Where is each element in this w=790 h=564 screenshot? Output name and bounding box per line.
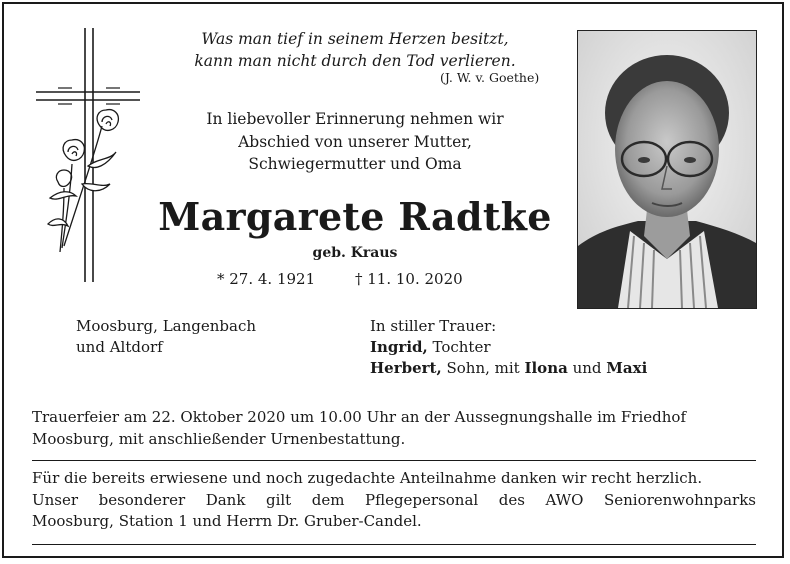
thanks-line-2: Unser besonderer Dank gilt dem Pflegepersonal des AWO Seniorenwohnparks bbox=[32, 490, 756, 509]
ilona-name: Ilona bbox=[524, 359, 568, 377]
funeral-paragraph bbox=[32, 407, 756, 450]
bottom-divider bbox=[32, 544, 756, 545]
birth-name: geb. Kraus bbox=[312, 245, 398, 261]
location-line-2: und Altdorf bbox=[76, 338, 163, 356]
intro-text bbox=[160, 108, 550, 176]
intro-line-3: Schwiegermutter und Oma bbox=[248, 155, 462, 173]
mourners-block bbox=[370, 316, 647, 379]
thanks-line-3: Moosburg, Station 1 und Herrn Dr. Gruber-Candel. bbox=[32, 512, 422, 530]
herbert-role: Sohn, mit bbox=[441, 359, 525, 377]
quote-line-2: kann man nicht durch den Tod verlieren. bbox=[194, 52, 516, 70]
maxi-name: Maxi bbox=[606, 359, 648, 377]
mourners-heading: In stiller Trauer: bbox=[370, 317, 497, 335]
herbert-name: Herbert, bbox=[370, 359, 442, 377]
divider bbox=[32, 460, 756, 461]
birth-date: * 27. 4. 1921 bbox=[217, 270, 316, 288]
intro-line-2: Abschied von unserer Mutter, bbox=[238, 132, 472, 151]
cross-icon bbox=[36, 26, 146, 286]
funeral-line-2: Moosburg, mit anschließender Urnenbestattung. bbox=[32, 429, 406, 448]
deceased-name: Margarete Radtke bbox=[158, 194, 552, 239]
portrait-photo bbox=[577, 30, 757, 309]
death-date: † 11. 10. 2020 bbox=[355, 270, 463, 288]
and-word: und bbox=[567, 359, 607, 377]
ingrid-role: Tochter bbox=[427, 338, 491, 356]
mourner-herbert bbox=[370, 358, 647, 379]
mourner-ingrid bbox=[370, 337, 647, 358]
location-block bbox=[76, 316, 256, 358]
location-line-1: Moosburg, Langenbach bbox=[76, 317, 256, 335]
roses-icon bbox=[48, 110, 118, 252]
funeral-line-1: Trauerfeier am 22. Oktober 2020 um 10.00 Uhr an der Aussegnungshalle im Friedhof bbox=[32, 408, 687, 426]
ingrid-name: Ingrid, bbox=[370, 338, 428, 356]
intro-line-1: In liebevoller Erinnerung nehmen wir bbox=[206, 110, 504, 128]
thanks-line-1: Für die bereits erwiesene und noch zugedachte Anteilnahme danken wir recht herzlich. bbox=[32, 469, 703, 487]
quote-line-1: Was man tief in seinem Herzen besitzt, bbox=[201, 30, 509, 48]
quote-author: (J. W. v. Goethe) bbox=[440, 70, 540, 85]
thanks-paragraph bbox=[32, 468, 756, 533]
